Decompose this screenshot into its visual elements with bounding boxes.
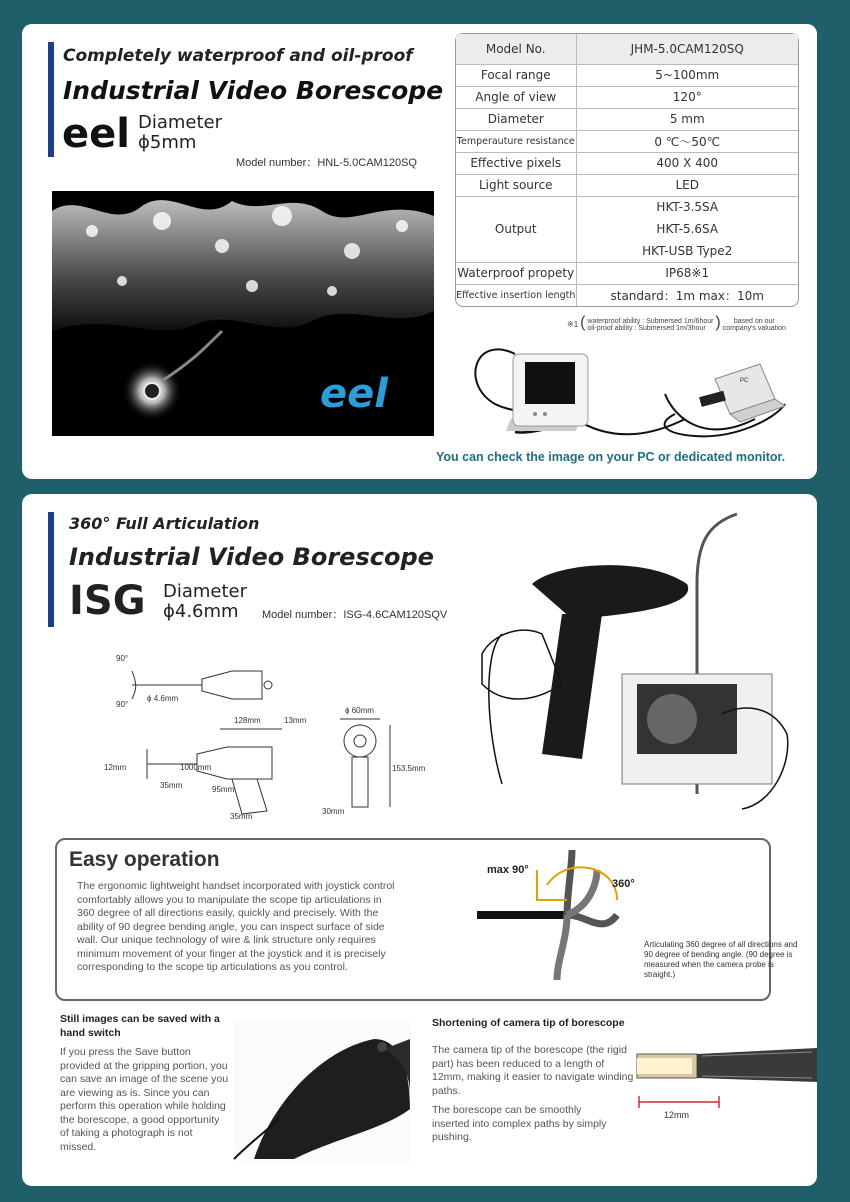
spec-value: 400 X 400 <box>576 152 798 174</box>
spec-row <box>456 108 798 130</box>
spec-table <box>455 33 799 307</box>
spec-row <box>456 284 798 306</box>
spec-row <box>456 130 798 152</box>
still-body: If you press the Save button provided at the gripping portion, you can save an image of the scene you are viewing as is. Since you can perform this operation while holding the borescope, a good opportunity of taking a photograph is not missed. <box>60 1046 229 1153</box>
spec-value: 120° <box>576 86 798 108</box>
spec-value: JHM-5.0CAM120SQ <box>576 34 798 64</box>
monitor-pc-illustration <box>455 324 805 449</box>
isg-product-name: ISG <box>69 578 146 624</box>
spec-value: HKT-3.5SA <box>656 200 719 215</box>
spec-key: Model No. <box>456 34 576 64</box>
dim-35a: 35mm <box>160 781 183 790</box>
dim-phi60: ϕ 60mm <box>345 706 374 715</box>
dim-95: 95mm <box>212 785 235 794</box>
eel-subtitle: Completely waterproof and oil-proof <box>63 46 413 66</box>
shorten-body-1: The camera tip of the borescope (the rigid part) has been reduced to a length of 12mm, making it easier to navigate winding paths. <box>432 1044 634 1097</box>
shorten-body-2: The borescope can be smoothly inserted into complex paths by simply pushing. <box>432 1104 607 1143</box>
isg-diameter-value: ϕ4.6mm <box>163 601 239 622</box>
dim-angle-top: 90° <box>116 654 129 663</box>
spec-key: Output <box>456 196 576 262</box>
isg-subtitle: 360° Full Articulation <box>69 514 260 533</box>
dim-12: 12mm <box>104 763 127 772</box>
spec-value: standard：1m max：10m <box>610 288 764 303</box>
shorten-heading: Shortening of camera tip of borescope <box>432 1017 625 1029</box>
spec-row <box>456 86 798 108</box>
easy-heading: Easy operation <box>69 848 220 871</box>
isg-title: Industrial Video Borescope <box>69 543 434 571</box>
spec-row <box>456 34 798 64</box>
dim-13: 13mm <box>284 716 307 725</box>
handset-illustration <box>442 504 807 814</box>
footnote-mark: ※1 <box>567 320 579 329</box>
dim-phi46: ϕ 4.6mm <box>147 694 179 703</box>
eel-splash-photo <box>52 191 434 436</box>
spec-value: LED <box>576 174 798 196</box>
isg-diameter-label: Diameter <box>163 581 248 602</box>
easy-body: The ergonomic lightweight handset incorporated with joystick control comfortably allows you to manipulate the scope tip articulations in 360 degree of all directions easily, quickly and precisely. With the ability of 90 degree bending angle, you can inspect surface of side wall. Our unique technology of wire & link structure only requires minimum movement of your finger at the joystick and it is precisely corresponding to the scope tip articulations as you control. <box>77 880 395 973</box>
dim-angle-bottom: 90° <box>116 700 129 709</box>
spec-row <box>456 64 798 86</box>
isg-panel <box>22 494 817 1186</box>
dim-1535: 153.5mm <box>392 764 426 773</box>
spec-value: 5 mm <box>576 108 798 130</box>
spec-value: HKT-USB Type2 <box>576 240 798 262</box>
dim-35b: 35mm <box>230 812 253 821</box>
accent-bar <box>48 42 54 157</box>
spec-value: IP68※1 <box>576 262 798 284</box>
eel-logo: eel <box>320 371 388 417</box>
spec-key: Focal range <box>456 64 576 86</box>
spec-key: Angle of view <box>456 86 576 108</box>
spec-row <box>456 174 798 196</box>
spec-key: Effective pixels <box>456 152 576 174</box>
footnote-right-2: company's valuation <box>722 325 786 333</box>
still-heading: Still images can be saved with a hand switch <box>60 1013 220 1039</box>
footnote-line-1: waterproof ability : Submersed 1m/6hour <box>587 318 714 326</box>
spec-key: Waterproof propety <box>456 262 576 284</box>
eel-caption: You can check the image on your PC or dedicated monitor. <box>436 450 786 464</box>
spec-key: Diameter <box>456 108 576 130</box>
dimension-drawing <box>102 649 426 824</box>
spec-key: Temperauture resistance <box>456 130 576 152</box>
footnote: ※1 ( waterproof ability : Submersed 1m/6hour oil-proof ability : Submersed 1m/3hour ) based on our company's valuation <box>567 314 786 333</box>
spec-key: Effective insertion length <box>456 284 576 306</box>
handswitch-photo <box>234 1019 410 1162</box>
eel-diameter-value: ϕ5mm <box>138 132 197 153</box>
isg-model-number: Model number：ISG-4.6CAM120SQV <box>262 609 448 621</box>
dim-128: 128mm <box>234 716 261 725</box>
dim-30: 30mm <box>322 807 345 816</box>
eel-panel <box>22 24 817 479</box>
360-label: 360° <box>612 878 635 890</box>
spec-value: 5~100mm <box>576 64 798 86</box>
max90-label: max 90° <box>487 864 529 876</box>
spec-value: 0 ℃～50℃ <box>576 130 798 152</box>
footnote-line-2: oil-proof ability : Submersed 1m/3hour <box>587 325 706 333</box>
spec-row <box>456 152 798 174</box>
pc-label: PC <box>740 378 749 384</box>
eel-product-name: eel <box>62 111 130 157</box>
footnote-right-1: based on our <box>733 318 775 326</box>
eel-model-number: Model number：HNL-5.0CAM120SQ <box>236 157 417 169</box>
easy-operation-box <box>55 838 798 1001</box>
articulation-caption: Articulating 360 degree of all directions and 90 degree of bending angle. (90 degree is measured when the camera probe is straight.) <box>644 940 798 979</box>
accent-bar <box>48 512 54 627</box>
articulation-diagram <box>457 845 647 995</box>
spec-value: HKT-5.6SA <box>656 222 719 236</box>
dim-1000: 1000mm <box>180 763 212 772</box>
eel-diameter-label: Diameter <box>138 112 223 133</box>
spec-key: Light source <box>456 174 576 196</box>
spec-row <box>456 196 798 218</box>
camera-tip-dimension: 12mm <box>664 1110 690 1120</box>
eel-title: Industrial Video Borescope <box>63 76 444 105</box>
spec-row <box>456 262 798 284</box>
